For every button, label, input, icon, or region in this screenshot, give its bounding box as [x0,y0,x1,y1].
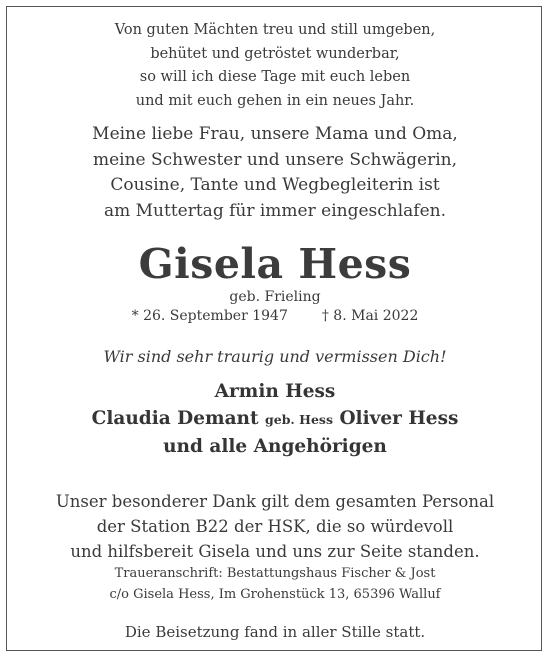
intro-text [7,122,543,224]
poem-line: behütet und getröstet wunderbar, [150,45,400,62]
address-line: c/o Gisela Hess, Im Grohenstück 13, 65396 Walluf [109,587,441,602]
mourning-line: Wir sind sehr traurig und vermissen Dich! [103,347,447,366]
family-member-name: Oliver Hess [339,408,459,429]
intro-line: Meine liebe Frau, unsere Mama und Oma, [92,124,458,144]
deceased-name: Gisela Hess [138,240,412,288]
birth-date: * 26. September 1947 [131,308,288,324]
poem-line: so will ich diese Tage mit euch leben [139,69,411,85]
intro-line: am Muttertag für immer eingeschlafen. [103,200,447,221]
family-line-1: Armin Hess [214,381,336,402]
family-member-maiden: geb. Hess [265,412,333,427]
burial-note: Die Beisetzung fand in aller Stille statt. [124,623,426,641]
thanks-line: der Station B22 der HSK, die so würdevoll [96,517,454,536]
thanks-line: Unser besonderer Dank gilt dem gesamten Personal [55,492,495,511]
maiden-name: geb. Frieling [229,289,321,305]
family-line-2 [7,405,543,433]
thanks-text [7,489,543,564]
family-signatures [7,378,543,460]
intro-line: Cousine, Tante und Wegbegleiterin ist [110,175,440,195]
family-member-name: Claudia Demant [91,408,259,429]
poem-line: und mit euch gehen in ein neues Jahr. [135,92,415,109]
family-line-3: und alle Angehörigen [163,436,387,457]
mourning-address [7,563,543,605]
poem [7,19,543,113]
address-line: Traueranschrift: Bestattungshaus Fischer & Jost [114,566,436,581]
poem-line: Von guten Mächten treu und still umgeben, [114,22,436,38]
death-date: † 8. Mai 2022 [321,308,419,324]
intro-line: meine Schwester und unsere Schwägerin, [92,149,458,170]
obituary-card [6,6,542,651]
thanks-line: und hilfsbereit Gisela und uns zur Seite standen. [70,542,480,561]
life-dates [7,307,543,325]
